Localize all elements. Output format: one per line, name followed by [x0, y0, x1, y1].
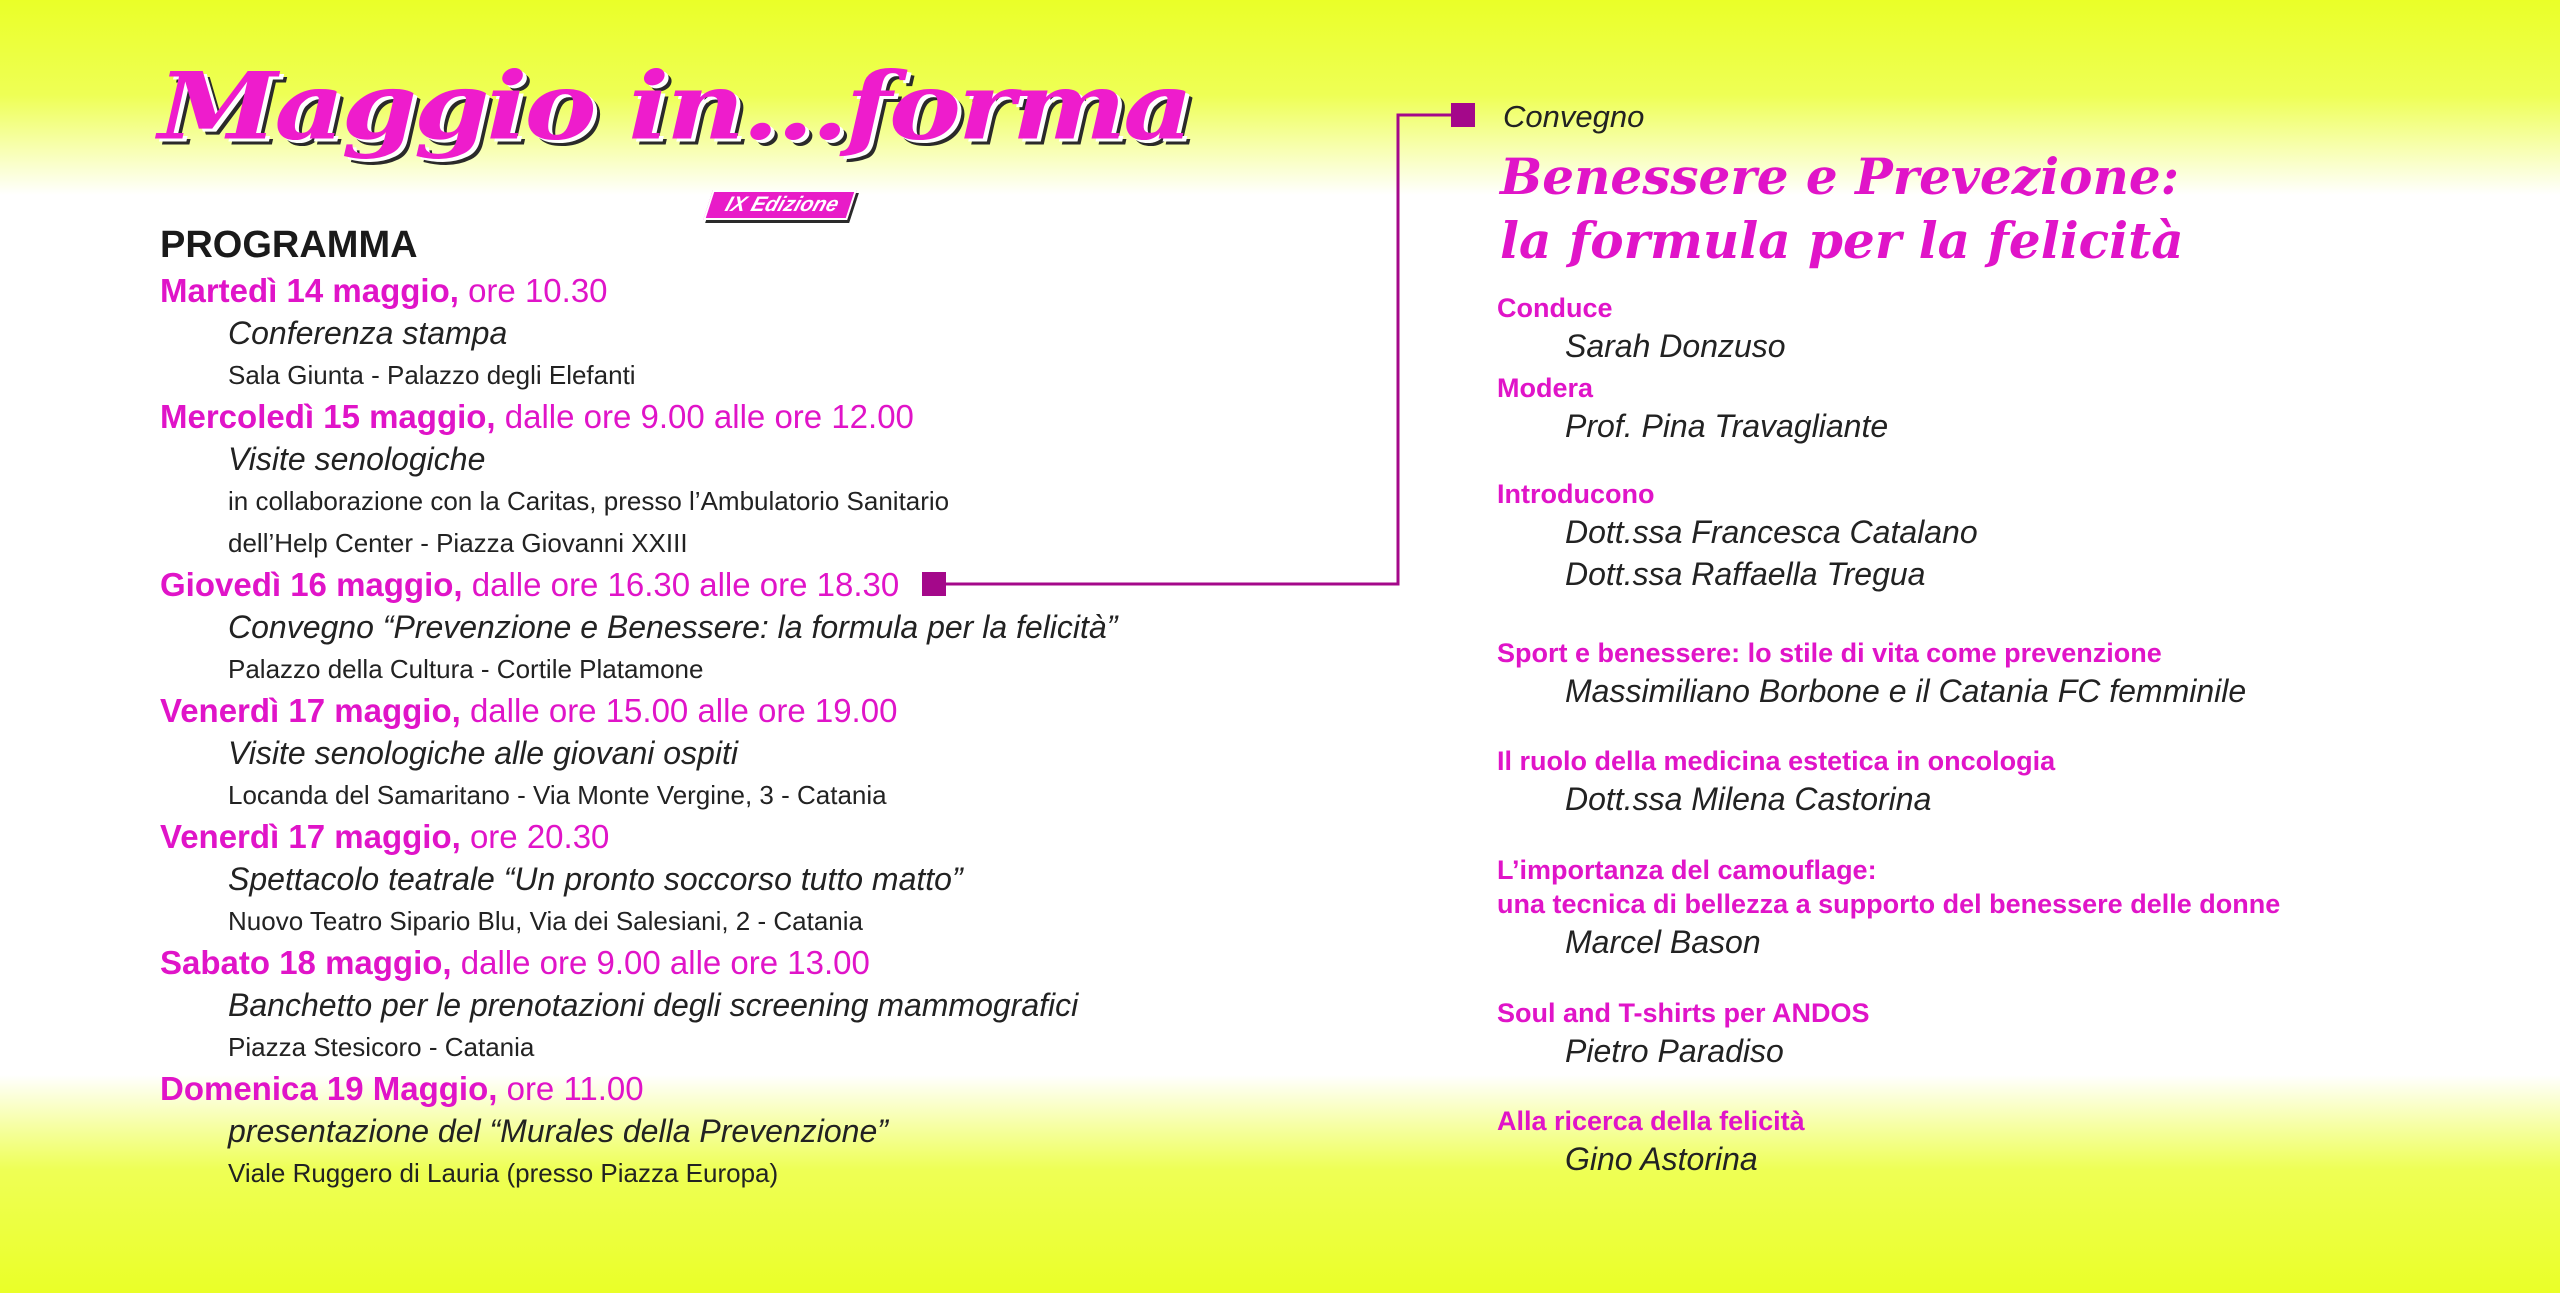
speaker-section	[1497, 477, 1978, 595]
event-day: Sabato 18 maggio,	[160, 944, 452, 981]
edition-badge: IX Edizione	[703, 190, 857, 220]
speaker-section	[1497, 996, 1870, 1072]
section-label: Introducono	[1497, 479, 1655, 509]
section-label: Alla ricerca della felicità	[1497, 1106, 1805, 1136]
event-title-text: Banchetto per le prenotazioni degli screening mammografici	[228, 987, 1079, 1023]
bullet-marker	[922, 572, 946, 596]
event-title-text: Convegno “Prevenzione e Benessere: la formula per la felicità”	[228, 609, 1118, 645]
event-day: Domenica 19 Maggio,	[160, 1070, 498, 1107]
event-day: Venerdì 17 maggio,	[160, 692, 461, 729]
program-list	[160, 270, 1210, 1194]
event-day: Giovedì 16 maggio,	[160, 566, 463, 603]
event-day: Martedì 14 maggio,	[160, 272, 459, 309]
event-time: dalle ore 15.00 alle ore 19.00	[460, 692, 898, 729]
program-event	[160, 690, 1210, 816]
event-title-text: Spettacolo teatrale “Un pronto soccorso tutto matto”	[228, 861, 963, 897]
event-place: Nuovo Teatro Sipario Blu, Via dei Salesiani, 2 - Catania	[228, 906, 863, 936]
section-label: Soul and T-shirts per ANDOS	[1497, 998, 1870, 1028]
section-label: L’importanza del camouflage:	[1497, 855, 1877, 885]
speaker-name: Dott.ssa Milena Castorina	[1565, 781, 1932, 817]
event-time: ore 20.30	[460, 818, 610, 855]
speaker-section	[1497, 291, 1786, 367]
speaker-section	[1497, 371, 1888, 447]
section-label: Conduce	[1497, 293, 1613, 323]
event-day: Mercoledì 15 maggio,	[160, 398, 496, 435]
program-event	[160, 396, 1210, 564]
event-place: Palazzo della Cultura - Cortile Platamone	[228, 654, 704, 684]
section-label: Modera	[1497, 373, 1594, 403]
event-place: Sala Giunta - Palazzo degli Elefanti	[228, 360, 636, 390]
event-title-text: presentazione del “Murales della Prevenzione”	[228, 1113, 888, 1149]
convegno-title-line: la formula per la felicità	[1500, 211, 2184, 270]
speaker-name: Marcel Bason	[1565, 924, 1761, 960]
event-title: Maggio in...forma	[158, 52, 1191, 161]
speaker-name: Gino Astorina	[1565, 1141, 1758, 1177]
event-title-text: Visite senologiche alle giovani ospiti	[228, 735, 738, 771]
bullet-marker	[1451, 103, 1475, 127]
event-place: in collaborazione con la Caritas, presso l’Ambulatorio Sanitario	[228, 486, 950, 516]
event-place: Locanda del Samaritano - Via Monte Vergine, 3 - Catania	[228, 780, 887, 810]
section-label: una tecnica di bellezza a supporto del benessere delle donne	[1497, 889, 2281, 919]
event-title-text: Conferenza stampa	[228, 315, 508, 351]
convegno-label: Convegno	[1503, 99, 1645, 134]
convegno-title	[1500, 145, 2184, 273]
speaker-name: Pietro Paradiso	[1565, 1033, 1784, 1069]
speaker-name: Dott.ssa Francesca Catalano	[1565, 514, 1978, 550]
speaker-name: Sarah Donzuso	[1565, 328, 1786, 364]
section-label: Il ruolo della medicina estetica in oncologia	[1497, 746, 2056, 776]
program-event	[160, 564, 1210, 690]
event-time: dalle ore 16.30 alle ore 18.30	[462, 566, 900, 603]
event-place: Viale Ruggero di Lauria (presso Piazza Europa)	[228, 1158, 779, 1188]
program-event	[160, 1068, 1210, 1194]
event-time: dalle ore 9.00 alle ore 13.00	[451, 944, 870, 981]
event-day: Venerdì 17 maggio,	[160, 818, 461, 855]
program-event	[160, 942, 1210, 1068]
section-label: Sport e benessere: lo stile di vita come prevenzione	[1497, 638, 2162, 668]
speaker-section	[1497, 1104, 1805, 1180]
speaker-name: Prof. Pina Travagliante	[1565, 408, 1889, 444]
speaker-name: Massimiliano Borbone e il Catania FC femminile	[1565, 673, 2247, 709]
event-place: dell’Help Center - Piazza Giovanni XXIII	[228, 528, 688, 558]
program-event	[160, 270, 1210, 396]
program-heading: PROGRAMMA	[160, 224, 418, 266]
event-time: dalle ore 9.00 alle ore 12.00	[495, 398, 914, 435]
event-place: Piazza Stesicoro - Catania	[228, 1032, 535, 1062]
convegno-title-line: Benessere e Prevezione:	[1500, 147, 2180, 206]
speaker-name: Dott.ssa Raffaella Tregua	[1565, 556, 1926, 592]
speaker-section	[1497, 853, 2280, 963]
speaker-section	[1497, 744, 2055, 820]
program-event	[160, 816, 1210, 942]
event-title-text: Visite senologiche	[228, 441, 486, 477]
speaker-section	[1497, 636, 2246, 712]
event-time: ore 10.30	[458, 272, 608, 309]
event-time: ore 11.00	[497, 1070, 644, 1107]
